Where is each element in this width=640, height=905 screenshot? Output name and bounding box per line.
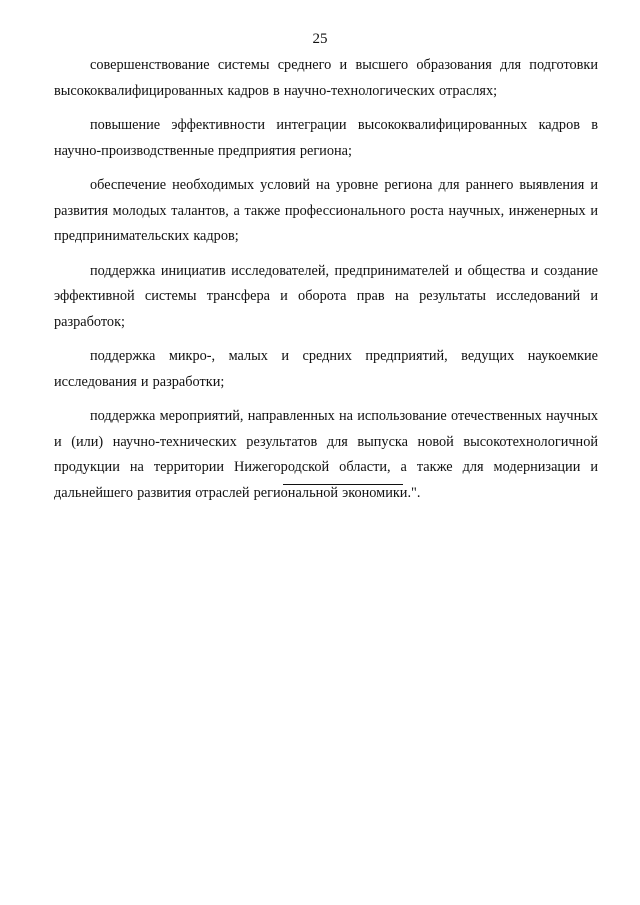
paragraph: поддержка инициатив исследователей, предпринимателей и общества и создание эффективной системы трансфера и оборота прав на результаты исследований и разработок; (54, 262, 598, 330)
paragraph: обеспечение необходимых условий на уровне региона для раннего выявления и развития молодых талантов, а также профессионального роста научных, инженерных и предпринимательских кадров; (54, 177, 598, 244)
paragraph: поддержка мероприятий, направленных на использование отечественных научных и (или) научно-технических результатов для выпуска новой высокотехнологичной продукции на территории Нижегородской области, а также для модернизации и дальнейшего развития отраслей региональной экономики.". (54, 408, 598, 501)
paragraph: совершенствование системы среднего и высшего образования для подготовки высококвалифицированных кадров в научно-технологических отраслях; (54, 57, 598, 99)
page-number: 25 (312, 31, 328, 47)
paragraph: повышение эффективности интеграции высококвалифицированных кадров в научно-производственные предприятия региона; (54, 117, 598, 159)
paragraph: поддержка микро-, малых и средних предприятий, ведущих наукоемкие исследования и разработки; (54, 348, 598, 390)
end-divider-line (283, 484, 403, 485)
body-text (54, 53, 598, 515)
